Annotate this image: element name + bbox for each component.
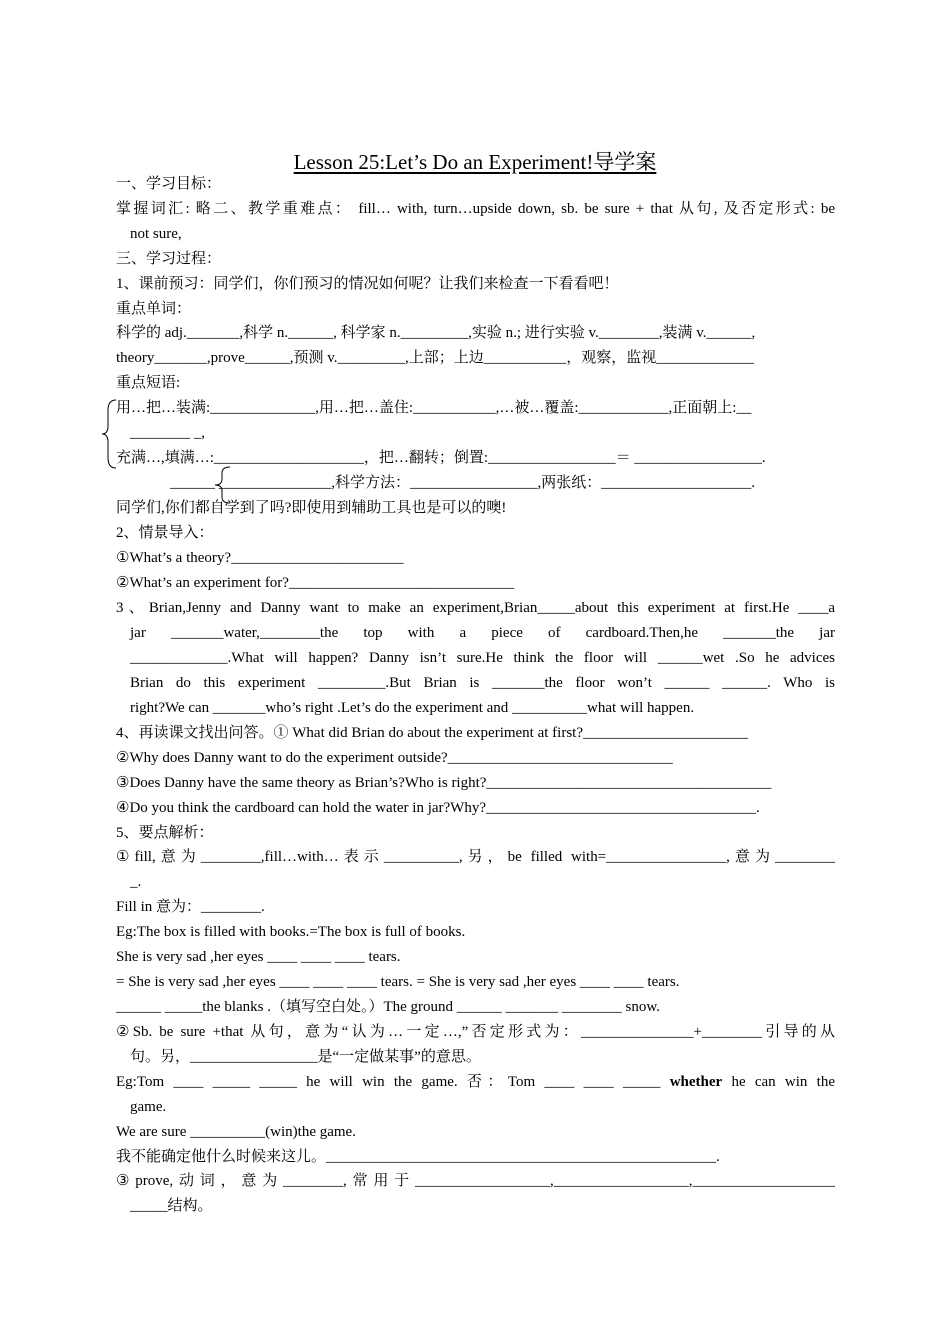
text-line: theory_______,prove______,预测 v._________,上部；上边___________，观察，监视_____________ xyxy=(116,350,754,366)
text-line: 科学的 adj._______,科学 n.______, 科学家 n._________,实验 n.; 进行实验 v.________,装满 v.______, xyxy=(116,325,756,341)
text-line: ________ _, xyxy=(130,425,205,441)
text-segment: Eg:Tom ____ _____ _____ he will win the game. 否：Tom ____ ____ _____ xyxy=(116,1074,661,1090)
bold-word: whether xyxy=(669,1074,723,1090)
text-line: ______ _____the blanks .（填写空白处。）The ground ______ _______ ________ snow. xyxy=(116,999,660,1015)
text-line: ③Does Danny have the same theory as Brian’s?Who is right?______________________________________ xyxy=(116,775,772,791)
text-line: We are sure __________(win)the game. xyxy=(116,1124,356,1140)
text-line: jar _______water,________the top with a piece of cardboard.Then,he _______the jar xyxy=(130,625,835,641)
text-line: not sure, xyxy=(130,226,182,242)
text-line: ③prove,动词，意为________,常用于__________________,__________________,___________________ xyxy=(116,1173,835,1189)
page-title: Lesson 25:Let’s Do an Experiment!导学案 xyxy=(293,150,657,174)
text-line: 用…把…装满:______________,用…把…盖住:___________,…被…覆盖:____________,正面朝上:__ xyxy=(116,400,752,416)
text-line: 2、情景导入： xyxy=(116,525,214,541)
text-line: Fill in 意为：________. xyxy=(116,899,265,915)
text-line: _____结构。 xyxy=(130,1198,213,1214)
text-line: game. xyxy=(130,1099,167,1115)
text-line: _____________.What will happen? Danny isn’t sure.He think the floor will ______wet .So he advices xyxy=(130,650,835,666)
text-segment: he can win the xyxy=(731,1074,835,1090)
text-line: 1、课前预习：同学们，你们预习的情况如何呢？让我们来检查一下看看吧！ xyxy=(116,276,619,292)
text-line: ②Sb. be sure +that 从句，意为“认为…一定…,”否定形式为：_______________+________引导的从 xyxy=(116,1024,835,1040)
text-line: 3、Brian,Jenny and Danny want to make an experiment,Brian_____about this experiment at first.He ____a xyxy=(116,600,835,616)
text-line: ①What’s a theory?_______________________ xyxy=(116,550,404,566)
text-line: 我不能确定他什么时候来这儿。____________________________________________________. xyxy=(116,1149,720,1165)
text-line: _. xyxy=(130,874,142,890)
text-line: 三、学习过程： xyxy=(116,251,222,267)
text-line: 重点单词： xyxy=(116,301,192,317)
text-line: ④Do you think the cardboard can hold the water in jar?Why?____________________________________. xyxy=(116,800,760,816)
text-line: 同学们,你们都自学到了吗?即使用到辅助工具也是可以的噢! xyxy=(116,500,507,516)
text-line: ______ _______________,科学方法：_________________,两张纸：____________________. xyxy=(170,475,756,491)
text-line: 5、要点解析： xyxy=(116,825,214,841)
text-line: 重点短语: xyxy=(116,375,181,391)
text-line: ①fill,意为________,fill…with…表示__________,另，be filled with=________________,意为________ xyxy=(116,849,835,865)
text-line: Eg:The box is filled with books.=The box is full of books. xyxy=(116,924,466,940)
text-line: ②What’s an experiment for?______________________________ xyxy=(116,575,514,591)
text-line xyxy=(116,1070,835,1095)
text-line: Brian do this experiment _________.But Brian is _______the floor won’t ______ ______. Who is xyxy=(130,675,835,691)
text-line: 一、学习目标： xyxy=(116,176,222,192)
text-line: 4、再读课文找出问答。① What did Brian do about the experiment at first?______________________ xyxy=(116,725,748,741)
text-line: 句。另，_________________是“一定做某事”的意思。 xyxy=(130,1049,481,1065)
text-line: right?We can _______who’s right .Let’s do the experiment and __________what will happen. xyxy=(130,700,695,716)
text-line: 充满…,填满…:____________________，把…翻转；倒置:_________________＝ _________________. xyxy=(116,450,766,466)
text-line: 掌握词汇: 略二、教学重难点： fill… with, turn…upside down, sb. be sure + that 从句, 及否定形式: be xyxy=(116,201,835,217)
text-line: ②Why does Danny want to do the experiment outside?______________________________ xyxy=(116,750,673,766)
text-line: = She is very sad ,her eyes ____ ____ ____ tears. = She is very sad ,her eyes ____ ____ tears. xyxy=(116,974,680,990)
left-brace-icon xyxy=(100,398,118,470)
left-brace-icon xyxy=(212,465,232,505)
text-line: She is very sad ,her eyes ____ ____ ____ tears. xyxy=(116,949,401,965)
